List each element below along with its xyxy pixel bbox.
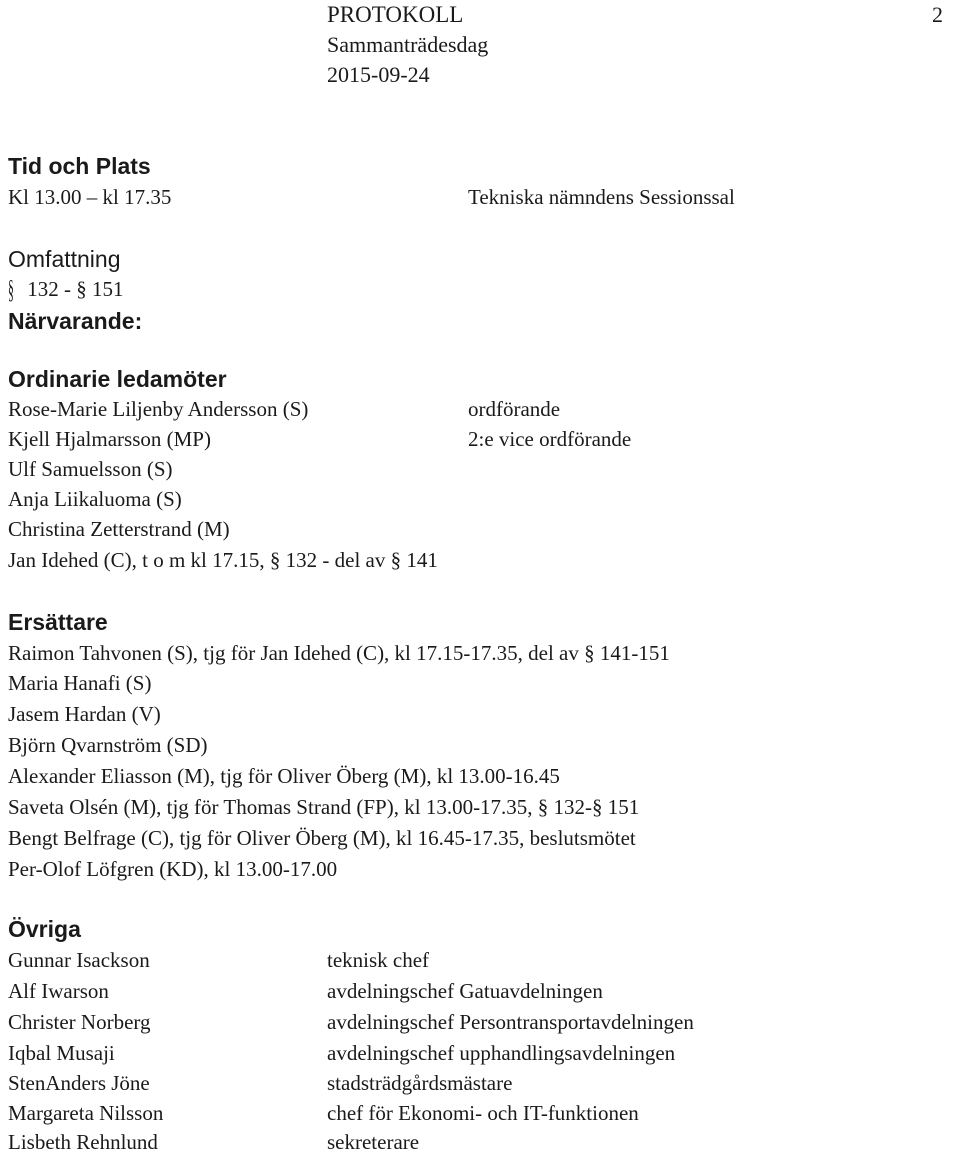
ovriga-heading: Övriga [8,916,81,942]
member-role: 2:e vice ordförande [468,427,632,451]
meeting-place: Tekniska nämndens Sessionssal [468,185,735,209]
ovriga-name: Iqbal Musaji [8,1041,115,1065]
ersattare-line: Per-Olof Löfgren (KD), kl 13.00-17.00 [8,857,338,881]
document-subtitle: Sammanträdesdag [327,32,489,57]
member-name: Christina Zetterstrand (M) [8,517,230,541]
narvarande-heading: Närvarande: [8,308,143,334]
ovriga-role: stadsträdgårdsmästare [327,1071,513,1095]
page-number: 2 [932,2,943,27]
ersattare-heading: Ersättare [8,609,108,635]
section-sign-icon: § [8,275,14,304]
ersattare-line: Bengt Belfrage (C), tjg för Oliver Öberg (M), kl 16.45-17.35, beslutsmötet [8,826,636,850]
meeting-time: Kl 13.00 – kl 17.35 [8,185,172,209]
ersattare-line: Raimon Tahvonen (S), tjg för Jan Idehed (C), kl 17.15-17.35, del av § 141-151 [8,641,670,665]
member-role: ordförande [468,397,561,421]
ovriga-name: Alf Iwarson [8,979,109,1003]
member-name: Ulf Samuelsson (S) [8,457,173,481]
ersattare-line: Alexander Eliasson (M), tjg för Oliver Öberg (M), kl 13.00-16.45 [8,764,560,788]
member-name: Rose-Marie Liljenby Andersson (S) [8,397,309,421]
ersattare-line: Björn Qvarnström (SD) [8,733,208,757]
ovriga-name: Gunnar Isackson [8,948,150,972]
ovriga-role: teknisk chef [327,948,430,972]
ovriga-role: avdelningschef upphandlingsavdelningen [327,1041,676,1065]
document-date: 2015-09-24 [327,62,430,87]
ovriga-role: avdelningschef Gatuavdelningen [327,979,603,1003]
omfattning-range-text: 132 - § 151 [27,277,124,301]
omfattning-range [8,277,124,303]
ovriga-role: chef för Ekonomi- och IT-funktionen [327,1101,639,1125]
ersattare-line: Saveta Olsén (M), tjg för Thomas Strand (FP), kl 13.00-17.35, § 132-§ 151 [8,795,640,819]
ovriga-name: Christer Norberg [8,1010,151,1034]
document-title: PROTOKOLL [327,2,464,27]
tid-plats-heading: Tid och Plats [8,153,151,179]
member-name: Jan Idehed (C), t o m kl 17.15, § 132 - del av § 141 [8,548,438,572]
ovriga-name: Margareta Nilsson [8,1101,164,1125]
ersattare-line: Maria Hanafi (S) [8,671,152,695]
ersattare-line: Jasem Hardan (V) [8,702,161,726]
member-name: Kjell Hjalmarsson (MP) [8,427,211,451]
ordinarie-heading: Ordinarie ledamöter [8,366,227,392]
ovriga-name: Lisbeth Rehnlund [8,1130,158,1154]
ovriga-role: avdelningschef Persontransportavdelningen [327,1010,694,1034]
ovriga-name: StenAnders Jöne [8,1071,150,1095]
member-name: Anja Liikaluoma (S) [8,487,182,511]
omfattning-heading: Omfattning [8,246,121,272]
ovriga-role: sekreterare [327,1130,420,1154]
